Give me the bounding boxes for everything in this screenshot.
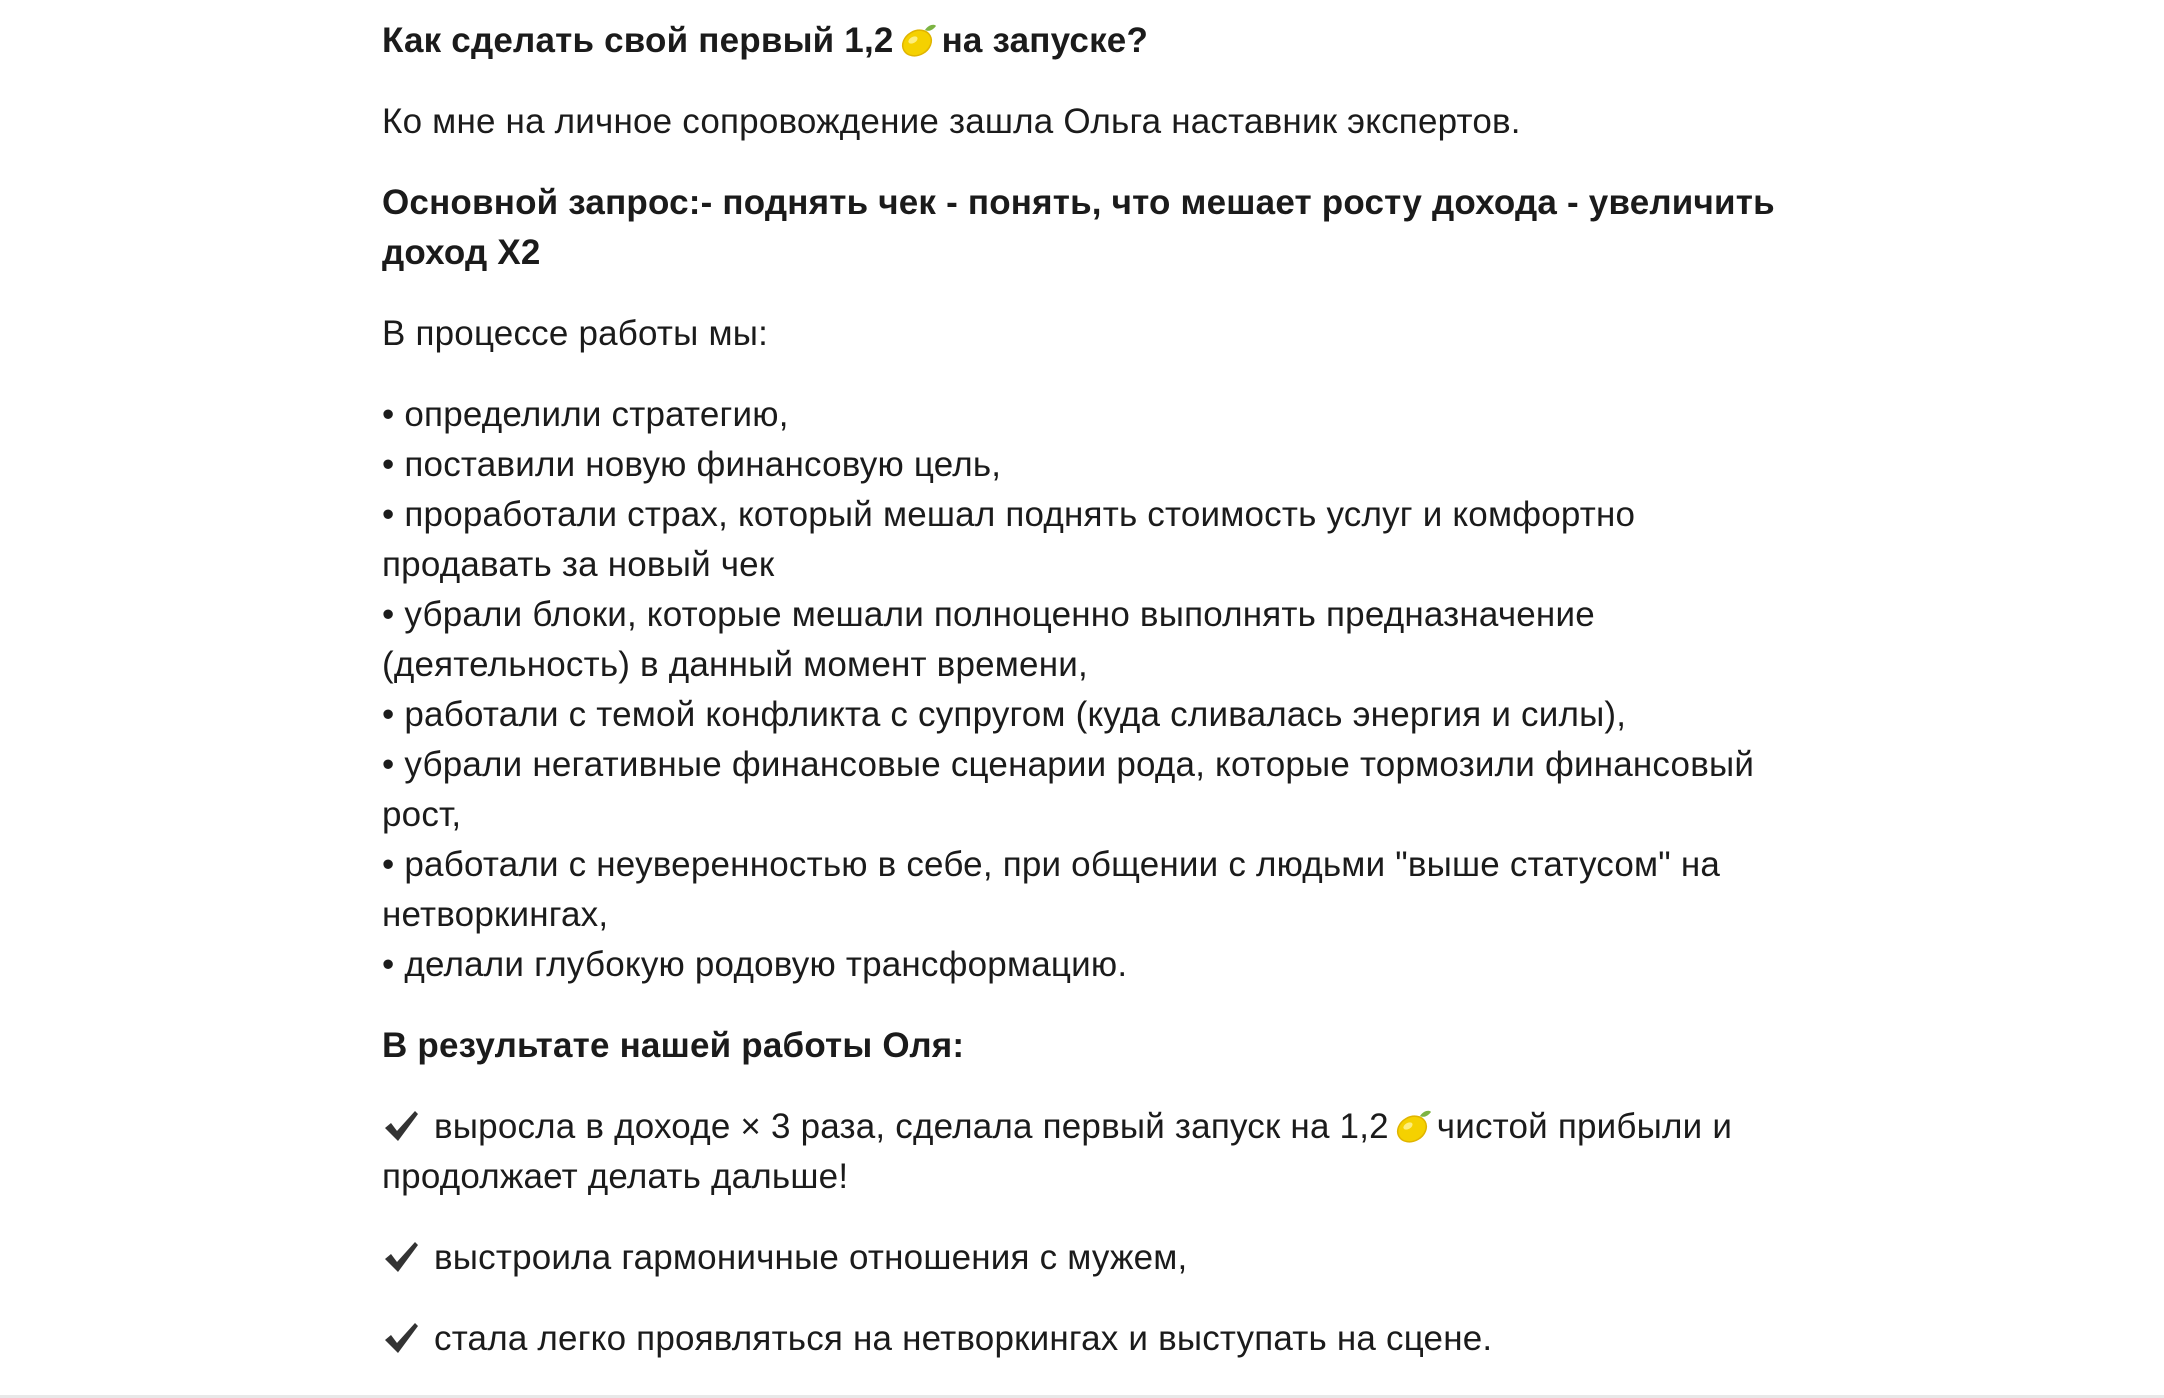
lemon-emoji-icon — [898, 22, 938, 58]
results-heading: В результате нашей работы Оля: — [382, 1026, 965, 1065]
list-item: • поставили новую финансовую цель, — [382, 445, 1002, 484]
process-heading: В процессе работы мы: — [382, 314, 768, 353]
result-item — [382, 1233, 1802, 1283]
list-item: • работали с темой конфликта с супругом (куда сливалась энергия и силы), — [382, 695, 1627, 734]
list-item: • убрали блоки, которые мешали полноценно выполнять предназначение (деятельность) в данный момент времени, — [382, 595, 1595, 684]
list-item: • делали глубокую родовую трансформацию. — [382, 945, 1128, 984]
list-item: • работали с неуверенностью в себе, при общении с людьми "выше статусом" на нетворкингах, — [382, 845, 1721, 934]
result-text: выстроила гармоничные отношения с мужем, — [434, 1238, 1188, 1277]
result-item — [382, 1102, 1802, 1202]
list-item: • определили стратегию, — [382, 395, 789, 434]
result-text-before: выросла в доходе × 3 раза, сделала первый запуск на 1,2 — [434, 1107, 1389, 1146]
article-title — [382, 16, 1802, 66]
article — [382, 16, 1802, 1395]
list-item: • проработали страх, который мешал поднять стоимость услуг и комфортно продавать за новый чек — [382, 495, 1636, 584]
main-request: Основной запрос:- поднять чек - понять, что мешает росту дохода - увеличить доход Х2 — [382, 183, 1775, 272]
check-mark-icon — [382, 1239, 420, 1275]
list-item: • убрали негативные финансовые сценарии рода, которые тормозили финансовый рост, — [382, 745, 1755, 834]
title-prefix: Как сделать свой первый 1,2 — [382, 21, 894, 60]
title-suffix: на запуске? — [941, 21, 1149, 60]
process-list — [382, 390, 1802, 990]
result-item — [382, 1314, 1802, 1364]
result-text: стала легко проявляться на нетворкингах и выступать на сцене. — [434, 1319, 1493, 1358]
check-mark-icon — [382, 1320, 420, 1356]
intro-paragraph: Ко мне на личное сопровождение зашла Ольга наставник экспертов. — [382, 102, 1521, 141]
result-text-after: чистой прибыли и продолжает делать дальше! — [382, 1107, 1733, 1196]
lemon-emoji-icon — [1393, 1108, 1433, 1144]
check-mark-icon — [382, 1108, 420, 1144]
